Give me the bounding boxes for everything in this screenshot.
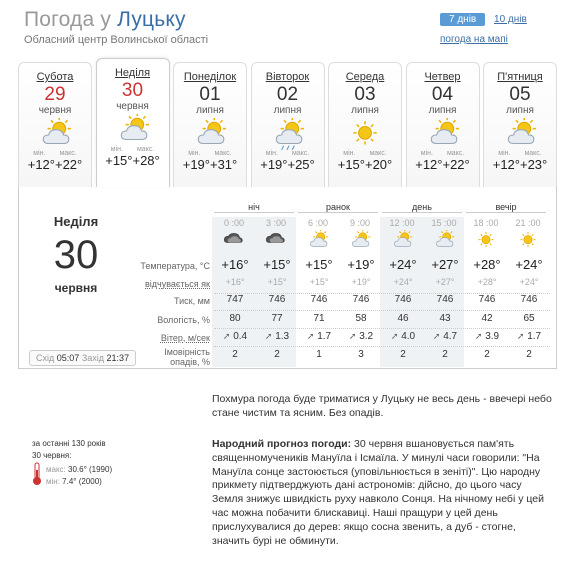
page-header: [24, 8, 208, 46]
row-divider: [214, 346, 550, 347]
row-label-hum: Вологість, %: [157, 315, 210, 325]
time-label: 6 :00: [307, 218, 329, 228]
day-month: червня: [38, 105, 72, 116]
time-label: 0 :00: [223, 218, 245, 228]
precip-cell: 2: [526, 349, 532, 360]
history-block: [32, 438, 112, 490]
time-label: 15 :00: [431, 218, 457, 228]
temp-cell: +15°: [305, 257, 333, 272]
title-prefix: Погода у: [24, 8, 112, 31]
time-label: 18 :00: [473, 218, 499, 228]
tab-10-days[interactable]: 10 днів: [494, 14, 527, 25]
partly-cloudy-icon: [307, 230, 329, 257]
min-label: мін.: [420, 150, 433, 157]
press-cell: 746: [478, 294, 496, 305]
temp-cell: +16°: [221, 257, 249, 272]
wind-arrow-icon: ➚: [516, 331, 525, 341]
day-name: Неділя: [114, 67, 151, 79]
feel-cell: +24°: [519, 277, 539, 287]
day-number: 01: [199, 84, 221, 105]
hum-cell: 65: [523, 313, 535, 324]
press-cell: 746: [310, 294, 328, 305]
day-tab-6[interactable]: [483, 62, 557, 187]
day-month: липня: [351, 105, 379, 116]
partly-cloudy-icon: [391, 230, 413, 257]
folk-label: Народний прогноз погоди:: [212, 438, 352, 450]
day-name: Понеділок: [183, 71, 237, 83]
current-day-name: Неділя: [53, 214, 99, 229]
record-min-label: мін:: [46, 477, 60, 486]
precip-cell: 2: [400, 349, 406, 360]
day-tab-2[interactable]: [173, 62, 247, 187]
temp-cell: +19°: [347, 257, 375, 272]
wind-cell: ➚ 4.7: [432, 331, 458, 342]
folk-text: 30 червня вшановується пам'ять священномучеників Мануїла і Ісмаїла. У минулі часи говорили: "На Мануїла сонце застоюється (уповільнюється в зеніті)". Цю народну прикмету підтверджують дані астрономів: дійсно, до цього часу Земля знижує швидкість руху навколо Сонця. На нічному небі у цей час можна побачити блискавиці. Наші пращури у цей день прислухувалися до дерев: якщо сосна звенить, а дуб - стогне, значить бурі не обминути.: [212, 438, 544, 547]
day-number: 30: [121, 80, 144, 101]
wind-cell: ➚ 1.7: [516, 331, 542, 342]
feel-cell: +15°: [309, 277, 329, 287]
max-label: макс.: [446, 150, 465, 157]
time-label: 9 :00: [349, 218, 371, 228]
record-max-value: 30.6° (1990): [68, 465, 113, 474]
feel-cell: +28°: [477, 277, 497, 287]
wind-cell: ➚ 1.3: [264, 331, 290, 342]
day-name: Вівторок: [265, 71, 310, 83]
max-label: макс.: [291, 150, 310, 157]
sunset-time: 21:37: [106, 353, 130, 363]
temp-cell: +15°: [263, 257, 291, 272]
day-name: Четвер: [424, 71, 461, 83]
press-cell: 746: [268, 294, 286, 305]
feel-cell: +16°: [225, 277, 245, 287]
hum-cell: 43: [439, 313, 451, 324]
min-label: мін.: [33, 150, 46, 157]
part-3: вечір: [466, 202, 546, 213]
night-cloud-icon: [223, 230, 245, 257]
hum-cell: 80: [229, 313, 241, 324]
sun-icon: [329, 118, 401, 150]
temp-cell: +24°: [515, 257, 543, 272]
time-label: 21 :00: [515, 218, 541, 228]
max-label: макс.: [136, 146, 155, 153]
current-date: [36, 214, 116, 295]
hum-cell: 42: [481, 313, 493, 324]
day-tab-1[interactable]: [96, 58, 170, 187]
sunrise-label: Схід: [36, 353, 55, 363]
sun-icon: [517, 230, 539, 257]
day-month: липня: [506, 105, 534, 116]
night-cloud-icon: [265, 230, 287, 257]
day-name: Середа: [345, 71, 385, 83]
feel-cell: +15°: [267, 277, 287, 287]
sunset-label: Захід: [81, 353, 105, 363]
day-temps: +12°+23°: [492, 157, 548, 172]
hum-cell: 58: [355, 313, 367, 324]
wind-arrow-icon: ➚: [390, 331, 399, 341]
partly-cloudy-icon: [433, 230, 455, 257]
forecast-note: Похмура погода буде триматися у Луцьку не весь день - ввечері небо стане чистим та ясним. Без опадів.: [212, 393, 552, 419]
min-label: мін.: [343, 150, 356, 157]
row-divider: [214, 328, 550, 329]
page-title: [24, 8, 208, 32]
partly-cloudy-icon: [407, 118, 479, 150]
rain-icon: [252, 118, 324, 150]
day-month: липня: [196, 105, 224, 116]
row-divider: [214, 293, 550, 294]
temp-cell: +24°: [389, 257, 417, 272]
folk-forecast: [212, 438, 552, 548]
day-month: липня: [428, 105, 457, 116]
feel-cell: +24°: [393, 277, 413, 287]
precip-cell: 2: [232, 349, 238, 360]
wind-arrow-icon: ➚: [348, 331, 357, 341]
row-label-feel: відчувається як: [145, 279, 210, 289]
partly-cloudy-icon: [97, 114, 169, 146]
hum-cell: 71: [313, 313, 325, 324]
wind-arrow-icon: ➚: [474, 331, 483, 341]
day-tabs: [18, 58, 555, 186]
day-number: 02: [276, 84, 299, 105]
wind-cell: ➚ 3.9: [474, 331, 500, 342]
thermometer-icon: [32, 462, 42, 490]
partly-cloudy-icon: [484, 118, 556, 150]
sun-icon: [475, 230, 497, 257]
day-month: червня: [116, 101, 149, 112]
day-month: липня: [273, 105, 302, 116]
press-cell: 746: [352, 294, 370, 305]
partly-cloudy-icon: [19, 118, 91, 150]
wind-arrow-icon: ➚: [222, 331, 231, 341]
feel-cell: +19°: [351, 277, 371, 287]
press-cell: 746: [394, 294, 412, 305]
max-label: макс.: [369, 150, 387, 157]
time-label: 3 :00: [265, 218, 287, 228]
page-subtitle: Обласний центр Волинської області: [24, 34, 209, 46]
wind-cell: ➚ 1.7: [306, 331, 332, 342]
min-label: мін.: [110, 146, 123, 153]
max-label: макс.: [59, 150, 77, 157]
wind-arrow-icon: ➚: [432, 331, 441, 341]
temp-cell: +27°: [431, 257, 459, 272]
day-number: 29: [44, 84, 66, 105]
day-temps: +19°+31°: [182, 157, 238, 172]
partly-cloudy-icon: [349, 230, 371, 257]
record-min-value: 7.4° (2000): [62, 477, 102, 486]
press-cell: 747: [226, 294, 244, 305]
precip-cell: 2: [484, 349, 490, 360]
day-temps: +19°+25°: [260, 157, 315, 172]
row-label-wind: Вітер, м/сек: [160, 333, 210, 343]
day-number: 04: [431, 84, 454, 105]
day-temps: +12°+22°: [415, 157, 470, 172]
precip-cell: 2: [442, 349, 448, 360]
day-tab-0[interactable]: [18, 62, 92, 187]
day-temps: +15°+28°: [105, 153, 160, 168]
day-number: 05: [509, 84, 531, 105]
day-temps: +15°+20°: [337, 157, 393, 172]
row-label-temp: Температура, °C: [140, 261, 210, 271]
current-month: червня: [54, 281, 98, 295]
day-name: П'ятниця: [497, 71, 543, 83]
wind-cell: ➚ 3.2: [348, 331, 374, 342]
tab-7-days[interactable]: 7 днів: [440, 13, 485, 26]
row-label-precip: Імовірність опадів, %: [164, 347, 210, 367]
day-tab-3[interactable]: [251, 62, 325, 187]
record-max-label: макс:: [46, 465, 66, 474]
press-cell: 746: [520, 294, 538, 305]
wind-cell: ➚ 0.4: [222, 331, 248, 342]
precip-cell: 3: [358, 349, 364, 360]
row-label-press: Тиск, мм: [174, 296, 210, 306]
history-records: [32, 462, 112, 490]
wind-arrow-icon: ➚: [264, 331, 273, 341]
part-2: день: [382, 202, 462, 213]
partly-cloudy-icon: [174, 118, 246, 150]
part-0: ніч: [214, 202, 294, 213]
hum-cell: 46: [397, 313, 409, 324]
time-label: 12 :00: [389, 218, 415, 228]
feel-cell: +27°: [435, 277, 455, 287]
max-label: макс.: [524, 150, 542, 157]
temp-cell: +28°: [473, 257, 501, 272]
history-date: 30 червня:: [32, 451, 72, 460]
precip-cell: 2: [274, 349, 280, 360]
min-label: мін.: [265, 150, 278, 157]
period-tabs: [440, 13, 527, 26]
wind-arrow-icon: ➚: [306, 331, 315, 341]
wind-cell: ➚ 4.0: [390, 331, 416, 342]
sunrise-sunset: [29, 350, 136, 366]
press-cell: 746: [436, 294, 454, 305]
day-tab-5[interactable]: [406, 62, 480, 187]
row-divider: [214, 310, 550, 311]
day-temps: +12°+22°: [27, 157, 83, 172]
min-label: мін.: [498, 150, 511, 157]
history-period: за останні 130 років: [32, 439, 106, 448]
part-1: ранок: [298, 202, 378, 213]
map-link[interactable]: погода на мапі: [440, 34, 508, 45]
max-label: макс.: [214, 150, 232, 157]
min-label: мін.: [188, 150, 201, 157]
sunrise-time: 05:07: [56, 353, 80, 363]
precip-cell: 1: [316, 349, 322, 360]
title-city: Луцьку: [117, 8, 186, 31]
day-name: Субота: [36, 71, 74, 83]
day-number: 03: [354, 84, 376, 105]
hum-cell: 77: [271, 313, 283, 324]
day-tab-4[interactable]: [328, 62, 402, 187]
current-day-number: 30: [53, 233, 99, 277]
